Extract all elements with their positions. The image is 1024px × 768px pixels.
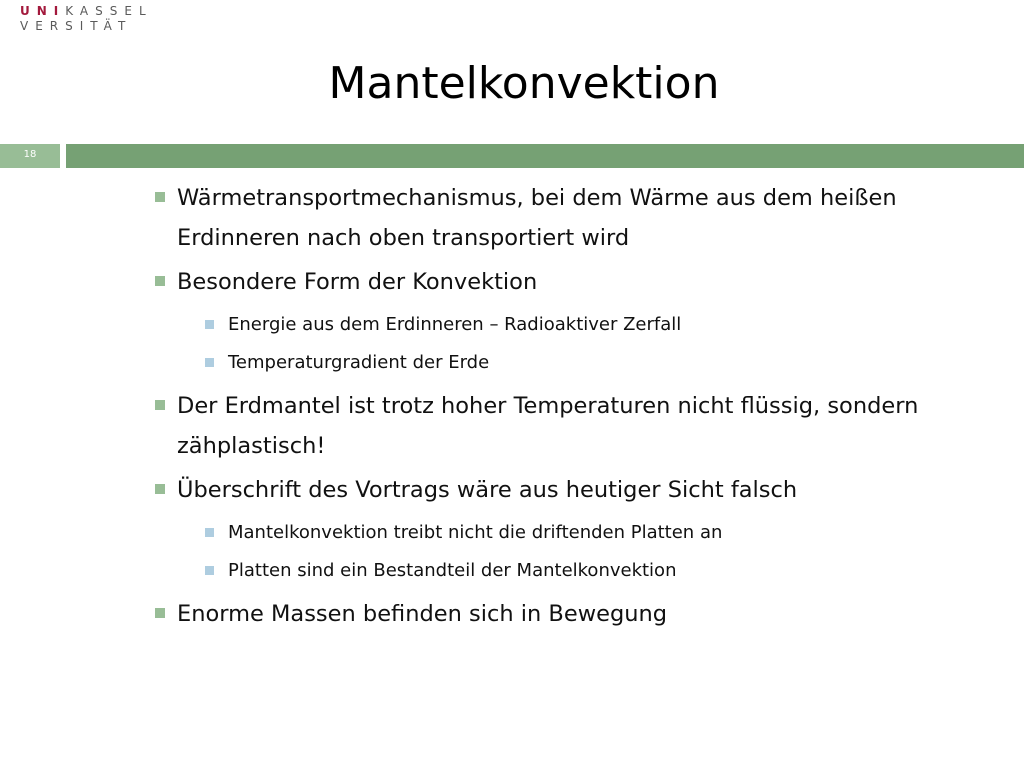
title-divider-bar [66,144,1024,168]
sub-bullet-text: Mantelkonvektion treibt nicht die driftenden Platten an [228,522,723,543]
bullet-list [150,178,960,638]
square-bullet-icon [155,192,165,202]
bullet-text: Enorme Massen befinden sich in Bewegung [177,601,668,627]
logo-rest-text: KASSEL [65,4,153,18]
bullet-text: Besondere Form der Konvektion [177,269,538,295]
sub-bullet-item [150,344,960,382]
slide-number-badge [0,144,60,168]
sub-bullet-item [150,552,960,590]
slide-title: Mantelkonvektion [328,58,720,109]
square-bullet-icon [155,400,165,410]
bullet-item [150,178,960,258]
bullet-text: Der Erdmantel ist trotz hoher Temperaturen nicht flüssig, sondern zähplastisch! [177,393,919,459]
square-bullet-icon [205,566,214,575]
logo-line-1 [20,4,153,19]
square-bullet-icon [205,320,214,329]
bullet-text: Überschrift des Vortrags wäre aus heutiger Sicht falsch [177,477,798,503]
square-bullet-icon [205,528,214,537]
bullet-item [150,594,960,634]
logo-line-2: VERSITÄT [20,19,133,33]
square-bullet-icon [155,484,165,494]
sub-bullet-item [150,306,960,344]
bullet-item [150,470,960,510]
sub-bullet-item [150,514,960,552]
bullet-text: Wärmetransportmechanismus, bei dem Wärme aus dem heißen Erdinneren nach oben transportiert wird [177,185,897,251]
slide-number: 18 [23,149,37,160]
logo-accent-text: UNI [20,4,66,18]
sub-bullet-text: Energie aus dem Erdinneren – Radioaktiver Zerfall [228,314,682,335]
bullet-item [150,262,960,302]
university-logo [20,4,153,34]
square-bullet-icon [155,608,165,618]
square-bullet-icon [205,358,214,367]
sub-bullet-text: Platten sind ein Bestandteil der Mantelkonvektion [228,560,677,581]
bullet-item [150,386,960,466]
square-bullet-icon [155,276,165,286]
sub-bullet-text: Temperaturgradient der Erde [228,352,490,373]
